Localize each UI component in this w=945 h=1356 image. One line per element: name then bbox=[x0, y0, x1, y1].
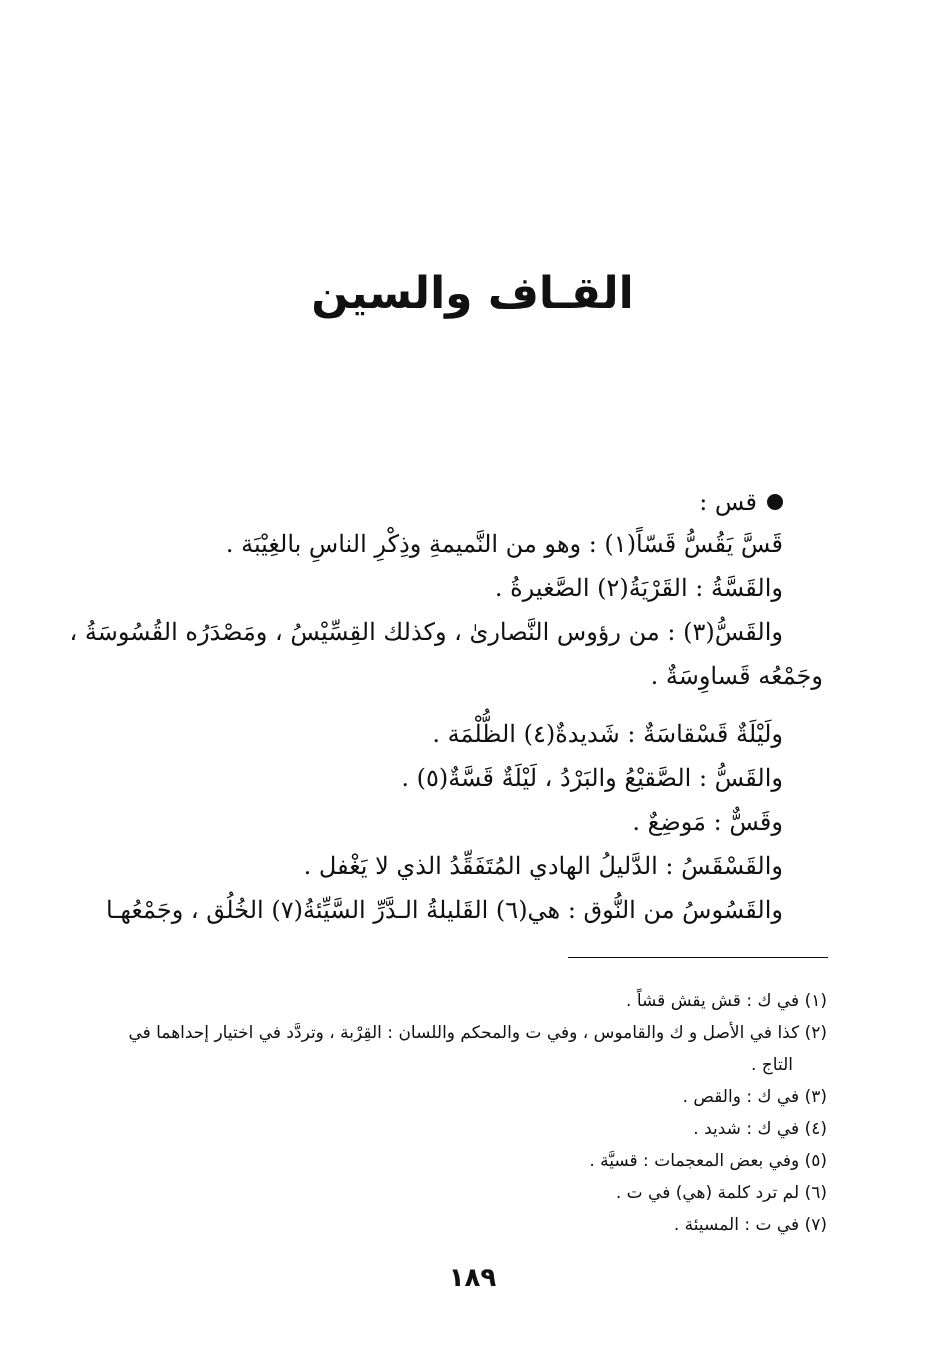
footnote-item: (٢) كذا في الأصل و ك والقاموس ، وفي ت والمحكم واللسان : القِرْبة ، وتردَّد في اختيار إحداهما في bbox=[128, 1023, 827, 1043]
entry-line: ولَيْلَةٌ قَسْقاسَةٌ : شَديدةٌ(٤) الظُّلْمَة . bbox=[432, 720, 783, 748]
bullet-icon bbox=[767, 494, 783, 510]
page-number: ١٨٩ bbox=[448, 1263, 497, 1293]
footnote-item: (٥) وفي بعض المعجمات : قسيَّة . bbox=[589, 1151, 827, 1171]
footnote-continuation: التاج . bbox=[751, 1055, 793, 1075]
footnote-item: (١) في ك : قش يقش قشاً . bbox=[626, 991, 827, 1011]
footnotes bbox=[107, 985, 827, 1241]
entry-line: والقَسُّ(٣) : من رؤوس النَّصارىٰ ، وكذلك القِسِّيْسُ ، ومَصْدَرُه القُسُوسَةُ ، bbox=[69, 618, 783, 646]
entry-line: والقَسَّةُ : القَرْيَةُ(٢) الصَّغيرةُ . bbox=[494, 574, 783, 602]
entry-line: وقَسٌّ : مَوضِعٌ . bbox=[632, 808, 783, 836]
entry-line: والقَسُوسُ من النُّوق : هي(٦) القَليلةُ الـدَّرِّ السَّيِّئةُ(٧) الخُلُق ، وجَمْعُهـا bbox=[106, 896, 783, 924]
footnote-divider bbox=[568, 957, 828, 958]
entry-line: قَسَّ يَقُسُّ قَسّاً(١) : وهو من النَّميمةِ وذِكْرِ الناسِ بالغِيْبَة . bbox=[225, 530, 783, 558]
footnote-item: (٦) لم ترد كلمة (هي) في ت . bbox=[615, 1183, 827, 1203]
footnote-item: (٤) في ك : شديد . bbox=[693, 1119, 827, 1139]
chapter-title: القـاف والسين bbox=[311, 268, 634, 319]
entry-headword: قس : bbox=[699, 488, 757, 516]
footnote-item: (٧) في ت : المسيئة . bbox=[673, 1215, 827, 1235]
entry-head bbox=[108, 482, 783, 522]
entry-line: والقَسُّ : الصَّقيْعُ والبَرْدُ ، لَيْلَةٌ قَسَّةٌ(٥) . bbox=[401, 764, 783, 792]
entry-line: والقَسْقَسُ : الدَّليلُ الهادي المُتَفَقِّدُ الذي لا يَغْفل . bbox=[303, 852, 783, 880]
footnote-item: (٣) في ك : والقص . bbox=[682, 1087, 827, 1107]
entry-line: وجَمْعُه قَساوِسَةٌ . bbox=[650, 662, 823, 690]
entry-body bbox=[69, 482, 823, 932]
